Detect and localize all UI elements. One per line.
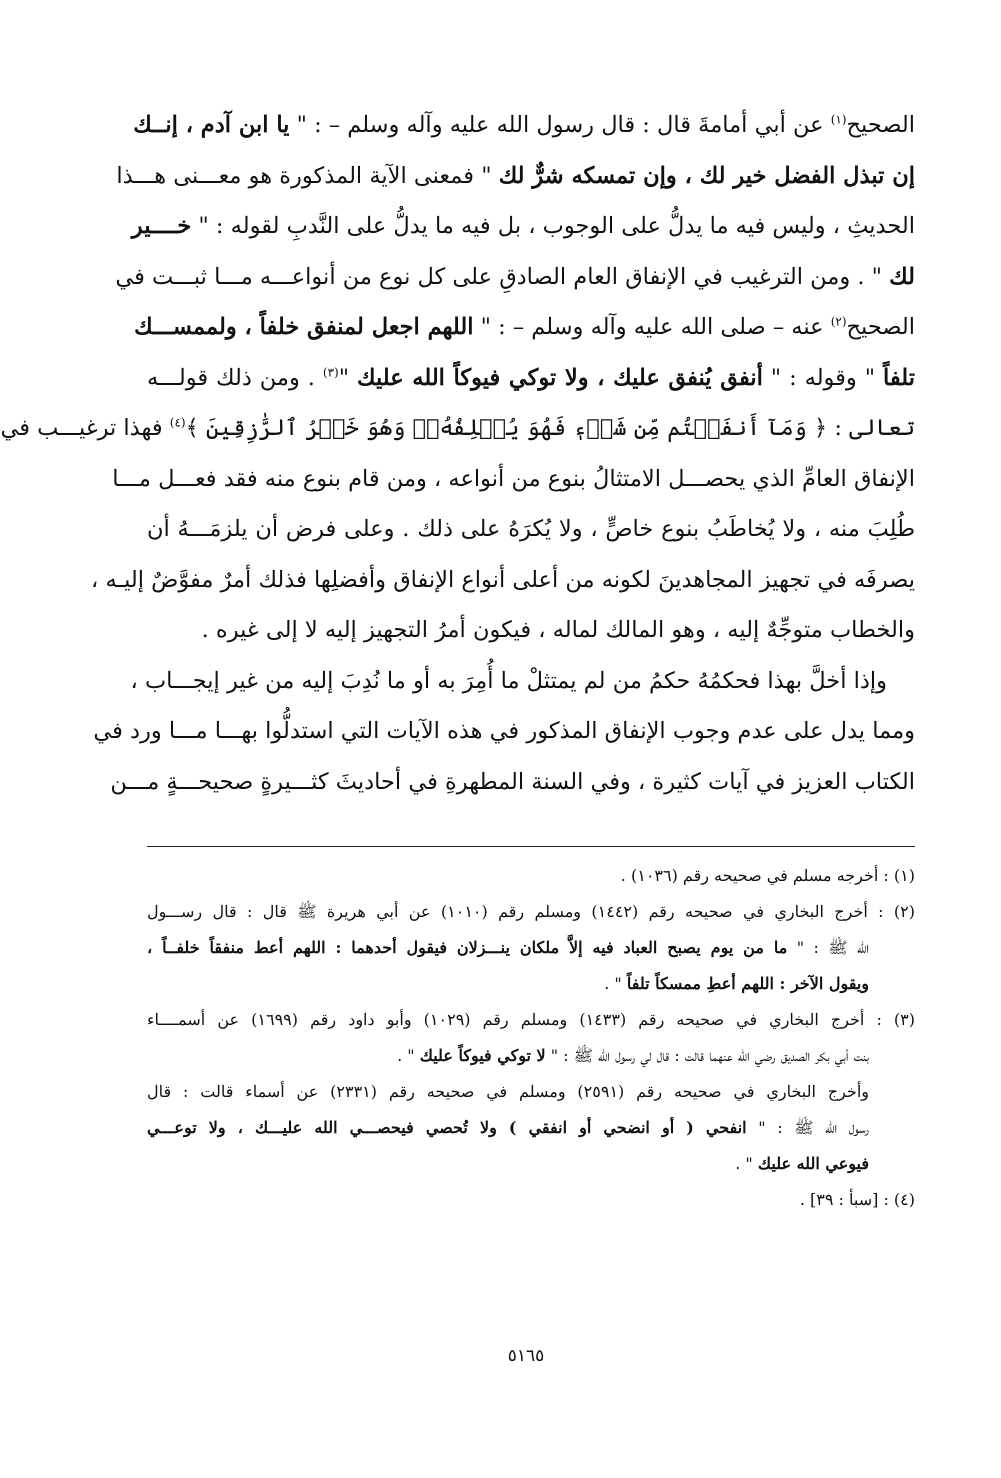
footnote-2-line: الله ﷺ : " ما من يوم يصبح العباد فيه إلاَّ ملكان ينـــزلان فيقول أحدهما : اللهم أعط منفقاً خلفــاً ،: [147, 938, 870, 957]
text-line: لك " . ومن الترغيب في الإنفاق العام الصادقِ على كل نوع من أنواعـــه مـــا ثبـــت في: [115, 263, 915, 290]
text-line: ومما يدل على عدم وجوب الإنفاق المذكور في هذه الآيات التي استدلُّوا بهـــا مـــا ورد في: [93, 718, 915, 744]
footnote-separator: [147, 846, 915, 847]
page-number: ٥١٦٥: [507, 1346, 545, 1366]
quran-verse: تعالى : ﴿ وَمَآ أَنفَقۡتُم مِّن شَيۡءٖ فَهُوَ يُخۡلِفُهُۥۖ وَهُوَ خَيۡرُ ٱلرَّٰزِقِينَ ﴾: [185, 415, 915, 441]
footnote-3-line: بنت أبي بكر الصديق رضي الله عنهما قالت : قال لي رسول الله ﷺ : " لا توكي فيوكاً عليك " .: [397, 1046, 869, 1065]
footnote-3-line: وأخرج البخاري في صحيحه رقم (٢٥٩١) ومسلم في صحيحه رقم (٢٣٣١) عن أسماء قالت : قال: [147, 1082, 869, 1101]
footnotes-block: [147, 858, 915, 1218]
text-line: تعالى : ﴿ وَمَآ أَنفَقۡتُم مِّن شَيۡءٖ فَهُوَ يُخۡلِفُهُۥۖ وَهُوَ خَيۡرُ ٱلرَّٰزِقِينَ ﴾$^{(٤)}$ فهذا ترغيـــب في: [0, 415, 915, 441]
footnote-1: (١) : أخرجه مسلم في صحيحه رقم (١٠٣٦) .: [620, 866, 915, 885]
footnote-2-line: ويقول الآخر : اللهم أعطِ ممسكاً تلفاً " .: [604, 974, 869, 993]
footnote-ref[interactable]: (٢): [830, 314, 847, 329]
text-line: الإنفاق العامِّ الذي يحصـــل الامتثالُ بنوع من أنواعه ، ومن قام بنوع منه فقد فعـــل مـــا: [112, 465, 915, 492]
footnote-ref[interactable]: (٣): [322, 365, 339, 379]
text-line: وإذا أخلَّ بهذا فحكمُهُ حكمُ من لم يمتثلْ ما أُمِرَ به أو ما نُدِبَ إليه من غير إيجـــاب ،: [130, 667, 887, 694]
text-line: الصحيح$^{(٢)}$ عنه – صلى الله عليه وآله وسلم – : " اللهم اجعل لمنفق خلفاً ، ولممســـك: [134, 314, 915, 340]
footnote-3-line: رسول الله ﷺ : " انفحي ( أو انضحي أو انفقي ) ولا تُحصي فيحصـــي الله عليـــك ، ولا توعـــي: [147, 1118, 870, 1137]
text-line: الحديثِ ، وليس فيه ما يدلُّ على الوجوب ، بل فيه ما يدلُّ على النَّدبِ لقوله : " خــــير: [131, 213, 915, 239]
text-line: الكتاب العزيز في آيات كثيرة ، وفي السنة المطهرةِ في أحاديثَ كثـــيرةٍ صحيحـــةٍ مـــن: [110, 768, 915, 795]
footnote-ref[interactable]: (١): [830, 112, 847, 127]
text-line: طُلِبَ منه ، ولا يُخاطَبُ بنوع خاصٍّ ، ولا يُكرَهُ على ذلك . وعلى فرض أن يلزمَـــهُ أن: [147, 516, 915, 542]
footnote-3: (٣) : أخرج البخاري في صحيحه رقم (١٤٣٣) ومسلم رقم (١٠٢٩) وأبو داود رقم (١٦٩٩) عن أسمــــاء: [147, 1010, 916, 1029]
text-line: الصحيح$^{(١)}$ عن أبي أمامةَ قال : قال رسول الله عليه وآله وسلم – : " يا ابن آدم ، إنــك: [133, 112, 915, 138]
text-line: والخطاب متوجِّهٌ إليه ، وهو المالك لماله ، فيكون أمرُ التجهيز إليه لا إلى غيره .: [201, 617, 915, 643]
text-line: تلفاً " وقوله : " أنفق يُنفق عليك ، ولا توكي فيوكاً الله عليك "$^{(٣)}$ . ومن ذلك قولـــه: [147, 364, 915, 391]
footnote-4: (٤) : [سبأ : ٣٩] .: [799, 1190, 915, 1209]
text-line: يصرفَه في تجهيز المجاهدينَ لكونه من أعلى أنواع الإنفاق وأفضلِها فذلك أمرٌ مفوَّضٌ إليـه ،: [91, 566, 915, 593]
footnote-ref[interactable]: (٤): [169, 415, 186, 430]
footnote-2: (٢) : أخرج البخاري في صحيحه رقم (١٤٤٢) ومسلم رقم (١٠١٠) عن أبي هريرة ﷺ قال : قال رســـول: [147, 902, 916, 921]
footnote-3-line: فيوعي الله عليك " .: [735, 1154, 869, 1173]
main-text-block: [0, 100, 915, 807]
text-line: إن تبذل الفضل خير لك ، وإن تمسكه شرٌّ لك " فمعنى الآية المذكورة هو معـــنى هـــذا: [116, 162, 915, 189]
